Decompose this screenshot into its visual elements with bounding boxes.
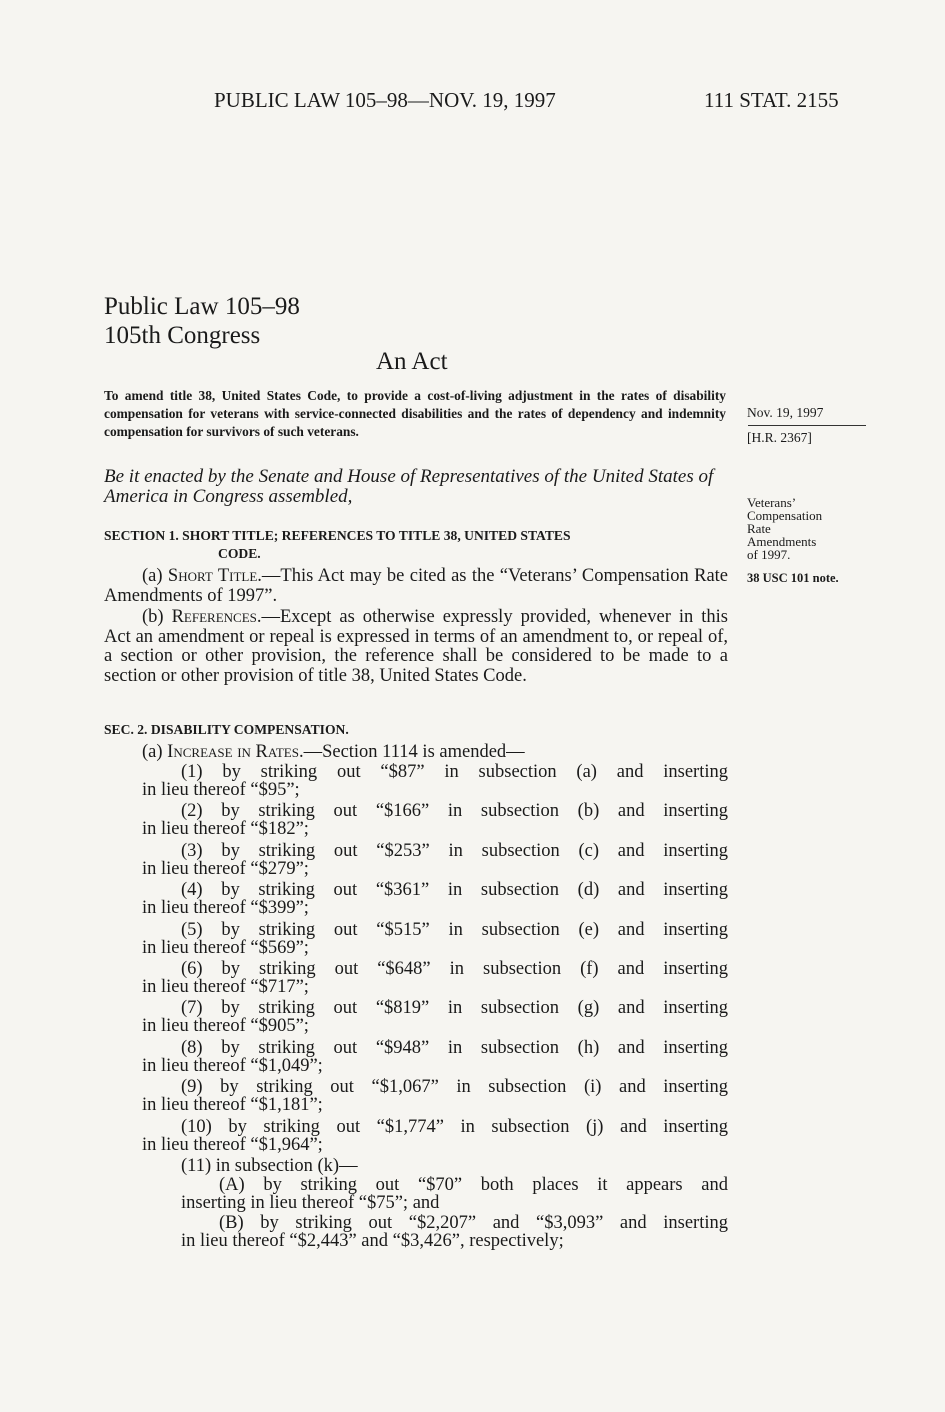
subsection-caption: Short Title xyxy=(167,566,258,586)
margin-note-line: of 1997. xyxy=(747,547,791,562)
section1-subsection-b xyxy=(104,608,728,686)
subsection-caption: Increase in Rates xyxy=(167,742,299,762)
congress-number: 105th Congress xyxy=(104,322,261,349)
margin-usc-note: 38 USC 101 note. xyxy=(747,571,839,585)
subsection-text: .—Except as otherwise expressly provided, whenever in this Act an amendment or repeal is expressed in terms of an amendment to, or repeal of, a section or other provision, the reference shall be considered to be made to a section or other provision of title 38, United States Code. xyxy=(104,607,728,686)
enacting-clause: Be it enacted by the Senate and House of Representatives of the United States of America in Congress assembled, xyxy=(104,466,714,507)
amendment-item-line2: in lieu thereof “$905”; xyxy=(142,1016,309,1037)
section2-subsection-a xyxy=(142,743,728,763)
margin-rule xyxy=(748,425,866,426)
amendment-item-line2: in lieu thereof “$182”; xyxy=(142,819,309,840)
amendment-subitem-line1: (A) by striking out “$70” both places it appears and xyxy=(219,1175,728,1195)
amendment-item-line2: in lieu thereof “$1,964”; xyxy=(142,1134,323,1155)
amendment-item-line2: in lieu thereof “$95”; xyxy=(142,780,300,800)
section1-subsection-a xyxy=(104,567,728,606)
amendment-item-line2: in lieu thereof “$1,181”; xyxy=(142,1095,323,1116)
amendment-item-line2: in lieu thereof “$569”; xyxy=(142,937,309,958)
running-header-page: 111 STAT. 2155 xyxy=(704,88,839,112)
amendment-item-line2: in lieu thereof “$399”; xyxy=(142,898,309,919)
margin-note-line: Rate xyxy=(747,521,771,536)
amendment-item-line1: (7) by striking out “$819” in subsection (g) and inserting xyxy=(181,998,728,1019)
section2-heading: SEC. 2. DISABILITY COMPENSATION. xyxy=(104,722,349,737)
amendment-item-line1: (9) by striking out “$1,067” in subsection (i) and inserting xyxy=(181,1077,728,1098)
running-header-title: PUBLIC LAW 105–98—NOV. 19, 1997 xyxy=(214,88,556,112)
amendment-subitem-line2: in lieu thereof “$2,443” and “$3,426”, respectively; xyxy=(181,1231,564,1251)
subsection-label: (b) xyxy=(142,607,172,627)
amendment-item-line1: (5) by striking out “$515” in subsection (e) and inserting xyxy=(181,919,728,940)
subsection-caption: References xyxy=(171,607,257,627)
amendment-item-line1: (8) by striking out “$948” in subsection (h) and inserting xyxy=(181,1037,728,1058)
margin-note-line: Amendments xyxy=(747,534,817,549)
margin-note-line: Veterans’ xyxy=(747,495,797,510)
law-number: Public Law 105–98 xyxy=(104,293,300,320)
margin-note-line: Compensation xyxy=(747,508,823,523)
subsection-label: (a) xyxy=(142,566,168,586)
amendment-item-line1: (2) by striking out “$166” in subsection (b) and inserting xyxy=(181,801,728,822)
purpose-paragraph: To amend title 38, United States Code, to provide a cost-of-living adjustment in the rates of disability compensation for veterans with service-connected disabilities and the rates of dependency and indemnity compensation for survivors of such veterans. xyxy=(104,388,726,439)
amendment-item-line2: in lieu thereof “$279”; xyxy=(142,858,309,879)
amendment-subitem-line2: inserting in lieu thereof “$75”; and xyxy=(181,1193,440,1213)
section1-heading: SECTION 1. SHORT TITLE; REFERENCES TO TITLE 38, UNITED STATES xyxy=(104,528,571,543)
subsection-text: .—Section 1114 is amended— xyxy=(298,742,525,762)
item-11: (11) in subsection (k)— xyxy=(181,1156,358,1176)
subsection-label: (a) xyxy=(142,742,168,762)
amendment-item-line1: (3) by striking out “$253” in subsection (c) and inserting xyxy=(181,840,728,861)
amendment-item-line2: in lieu thereof “$1,049”; xyxy=(142,1055,323,1076)
section1-heading-cont: CODE. xyxy=(218,546,261,561)
amendment-item-line1: (6) by striking out “$648” in subsection (f) and inserting xyxy=(181,959,728,979)
margin-short-title xyxy=(747,496,822,561)
amendment-item-line1: (4) by striking out “$361” in subsection (d) and inserting xyxy=(181,880,728,901)
amendment-item-line1: (1) by striking out “$87” in subsection (a) and inserting xyxy=(181,762,728,782)
margin-date: Nov. 19, 1997 xyxy=(747,405,824,420)
subsection-text: .—This Act may be cited as the “Veterans’ Compensation Rate Amendments of 1997”. xyxy=(104,566,728,606)
act-heading: An Act xyxy=(376,348,448,375)
amendment-item-line1: (10) by striking out “$1,774” in subsection (j) and inserting xyxy=(181,1116,728,1137)
margin-bill-number: [H.R. 2367] xyxy=(747,430,812,445)
amendment-item-line2: in lieu thereof “$717”; xyxy=(142,977,309,997)
amendment-subitem-line1: (B) by striking out “$2,207” and “$3,093” and inserting xyxy=(219,1213,728,1233)
